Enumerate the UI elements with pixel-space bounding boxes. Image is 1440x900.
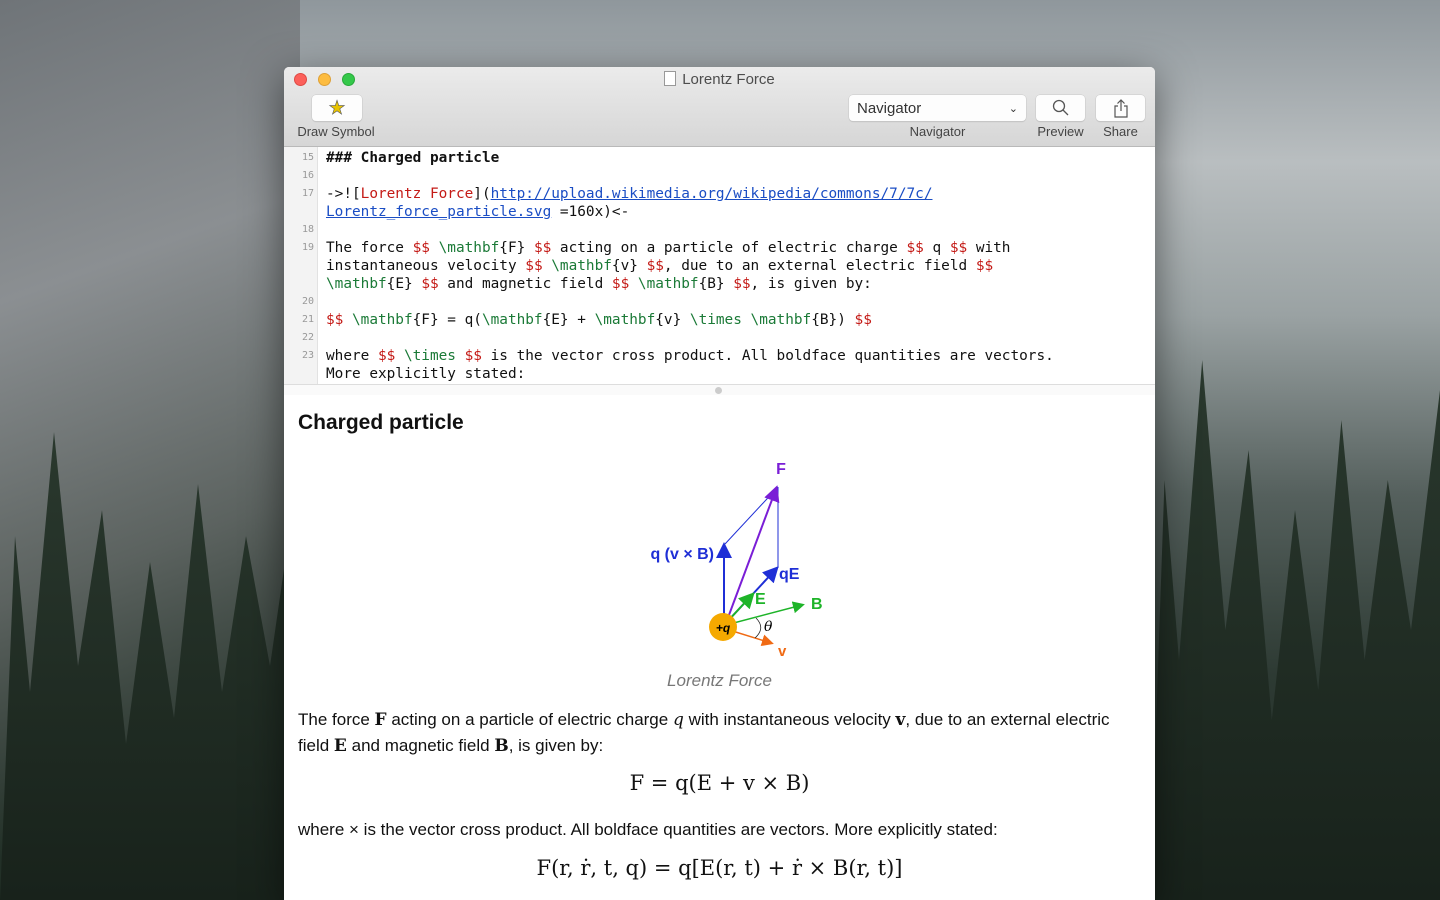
editor-line[interactable] bbox=[284, 365, 1155, 383]
editor-line[interactable] bbox=[284, 167, 1155, 185]
code-token: $$ bbox=[646, 258, 664, 274]
preview-pane bbox=[284, 395, 1155, 900]
code-token: {B} bbox=[698, 276, 734, 292]
line-number: 15 bbox=[301, 152, 314, 163]
code-token: {F} = q( bbox=[412, 312, 482, 328]
force-arrow bbox=[726, 489, 776, 623]
share-label: Share bbox=[1103, 124, 1138, 139]
text: , is given by: bbox=[508, 736, 604, 755]
code-token: $$ bbox=[326, 312, 344, 328]
code-token: ->![ bbox=[326, 186, 361, 202]
editor-line[interactable] bbox=[284, 257, 1155, 275]
draw-symbol-button[interactable] bbox=[312, 95, 362, 121]
code-token: q bbox=[923, 240, 950, 256]
theta-arc bbox=[755, 618, 761, 638]
figure-caption: Lorentz Force bbox=[667, 671, 772, 690]
code-token: $$ bbox=[377, 348, 396, 364]
line-number: 21 bbox=[301, 314, 314, 325]
code-token: \times \mathbf bbox=[689, 312, 812, 328]
code-token: The force bbox=[326, 240, 413, 256]
qvxb-label: q (v × B) bbox=[650, 546, 714, 563]
line-number: 23 bbox=[301, 350, 314, 361]
lorentz-force-figure bbox=[298, 441, 1141, 671]
code-token: $$ bbox=[525, 258, 543, 274]
code-token: \mathbf bbox=[481, 312, 543, 328]
editor-line[interactable] bbox=[284, 347, 1155, 365]
navigator-value: Navigator bbox=[857, 99, 922, 117]
editor-lines bbox=[284, 147, 1155, 383]
code-token: where bbox=[326, 348, 378, 364]
code-token: \mathbf bbox=[343, 312, 413, 328]
code-token: with bbox=[967, 240, 1011, 256]
parallelogram-edge bbox=[725, 487, 778, 544]
line-number: 17 bbox=[301, 188, 314, 199]
split-divider[interactable] bbox=[284, 385, 1155, 395]
code-token: $$ bbox=[412, 240, 430, 256]
code-token: $$ bbox=[949, 240, 968, 256]
title-text: Lorentz Force bbox=[682, 71, 775, 88]
v-label: v bbox=[778, 643, 787, 660]
editor-line[interactable] bbox=[284, 203, 1155, 221]
code-token: , due to an external electric field bbox=[663, 258, 976, 274]
code-token: $$ bbox=[533, 240, 552, 256]
code-token: ]( bbox=[473, 186, 491, 202]
editor-line[interactable] bbox=[284, 185, 1155, 203]
math-f: F bbox=[374, 710, 387, 730]
code-token: $$ bbox=[906, 240, 924, 256]
paragraph-1 bbox=[298, 707, 1141, 759]
code-token: {F} bbox=[499, 240, 534, 256]
text: acting on a particle of electric charge bbox=[386, 710, 673, 729]
code-token: {E} bbox=[386, 276, 422, 292]
code-token: $$ bbox=[421, 276, 439, 292]
code-token: $$ bbox=[733, 276, 751, 292]
link-text[interactable]: Lorentz_force_particle.svg bbox=[326, 204, 552, 220]
editor-line[interactable] bbox=[284, 221, 1155, 239]
theta-label: θ bbox=[764, 619, 773, 635]
markdown-editor[interactable] bbox=[284, 147, 1155, 385]
code-token: {B}) bbox=[811, 312, 855, 328]
search-icon bbox=[1052, 99, 1070, 117]
code-token: $$ bbox=[854, 312, 872, 328]
document-icon bbox=[664, 71, 676, 86]
app-window bbox=[284, 67, 1155, 900]
share-button[interactable] bbox=[1096, 95, 1145, 121]
text: The force bbox=[298, 710, 375, 729]
code-token: \mathbf bbox=[594, 312, 656, 328]
equation-explicit: F(r, ṙ, t, q) = q[E(r, t) + ṙ × B(r, t)] bbox=[536, 856, 903, 880]
code-token: More explicitly stated: bbox=[326, 366, 526, 382]
code-token: =160x)<- bbox=[551, 204, 630, 220]
math-v: v bbox=[895, 710, 906, 730]
b-label: B bbox=[811, 596, 823, 613]
code-token: \mathbf bbox=[429, 240, 500, 256]
navigator-select[interactable] bbox=[849, 95, 1026, 121]
math-e: E bbox=[333, 736, 347, 756]
code-token: \mathbf bbox=[542, 258, 612, 274]
draw-symbol-label: Draw Symbol bbox=[297, 124, 375, 139]
navigator-label: Navigator bbox=[909, 124, 966, 139]
link-text[interactable]: http://upload.wikimedia.org/wikipedia/commons/7/7c/ bbox=[490, 186, 933, 202]
wallpaper-trees-right bbox=[1150, 300, 1440, 900]
line-number: 19 bbox=[301, 242, 314, 253]
preview-heading: Charged particle bbox=[298, 411, 464, 434]
math-b: B bbox=[494, 736, 509, 756]
paragraph-2: where × is the vector cross product. All boldface quantities are vectors. More explicitly stated: bbox=[298, 820, 998, 839]
f-label: F bbox=[776, 461, 786, 478]
code-token: and magnetic field bbox=[438, 276, 612, 292]
text: with instantaneous velocity bbox=[683, 710, 896, 729]
qe-label: qE bbox=[779, 566, 800, 583]
line-number: 18 bbox=[301, 224, 314, 235]
editor-line[interactable] bbox=[284, 275, 1155, 293]
editor-line[interactable] bbox=[284, 239, 1155, 257]
share-icon bbox=[1113, 99, 1129, 118]
text: and magnetic field bbox=[346, 736, 495, 755]
code-token: \mathbf bbox=[326, 276, 387, 292]
code-token: {E} + bbox=[542, 312, 595, 328]
code-token: {v} bbox=[611, 258, 647, 274]
e-label: E bbox=[755, 591, 766, 608]
line-number: 16 bbox=[301, 170, 314, 181]
code-token: ### Charged particle bbox=[326, 150, 500, 166]
code-token: {v} bbox=[655, 312, 690, 328]
star-icon: ★ bbox=[328, 97, 346, 119]
preview-button[interactable] bbox=[1036, 95, 1085, 121]
code-token: $$ bbox=[464, 348, 482, 364]
preview-label: Preview bbox=[1037, 124, 1084, 139]
charge-label: +q bbox=[715, 621, 731, 635]
window-title bbox=[284, 71, 1155, 88]
code-token: \mathbf bbox=[629, 276, 699, 292]
code-token: Lorentz Force bbox=[360, 186, 474, 202]
code-token: $$ bbox=[975, 258, 994, 274]
line-number: 20 bbox=[301, 296, 314, 307]
editor-line[interactable] bbox=[284, 149, 1155, 167]
code-token: \times bbox=[395, 348, 465, 364]
editor-line[interactable] bbox=[284, 293, 1155, 311]
titlebar bbox=[284, 67, 1155, 147]
code-token: is the vector cross product. All boldface quantities are vectors. bbox=[481, 348, 1054, 364]
code-token: instantaneous velocity bbox=[326, 258, 526, 274]
code-token: acting on a particle of electric charge bbox=[551, 240, 907, 256]
divider-handle[interactable] bbox=[715, 387, 722, 394]
code-token: $$ bbox=[611, 276, 630, 292]
text: , due to an external electric field bbox=[298, 710, 1110, 755]
math-q: q bbox=[672, 710, 684, 730]
code-token: , is given by: bbox=[750, 276, 872, 292]
equation-lorentz: F = q(E + v × B) bbox=[629, 771, 810, 795]
chevron-down-icon: ⌄ bbox=[1008, 102, 1018, 115]
editor-line[interactable] bbox=[284, 311, 1155, 329]
editor-line[interactable] bbox=[284, 329, 1155, 347]
line-number: 22 bbox=[301, 332, 314, 343]
